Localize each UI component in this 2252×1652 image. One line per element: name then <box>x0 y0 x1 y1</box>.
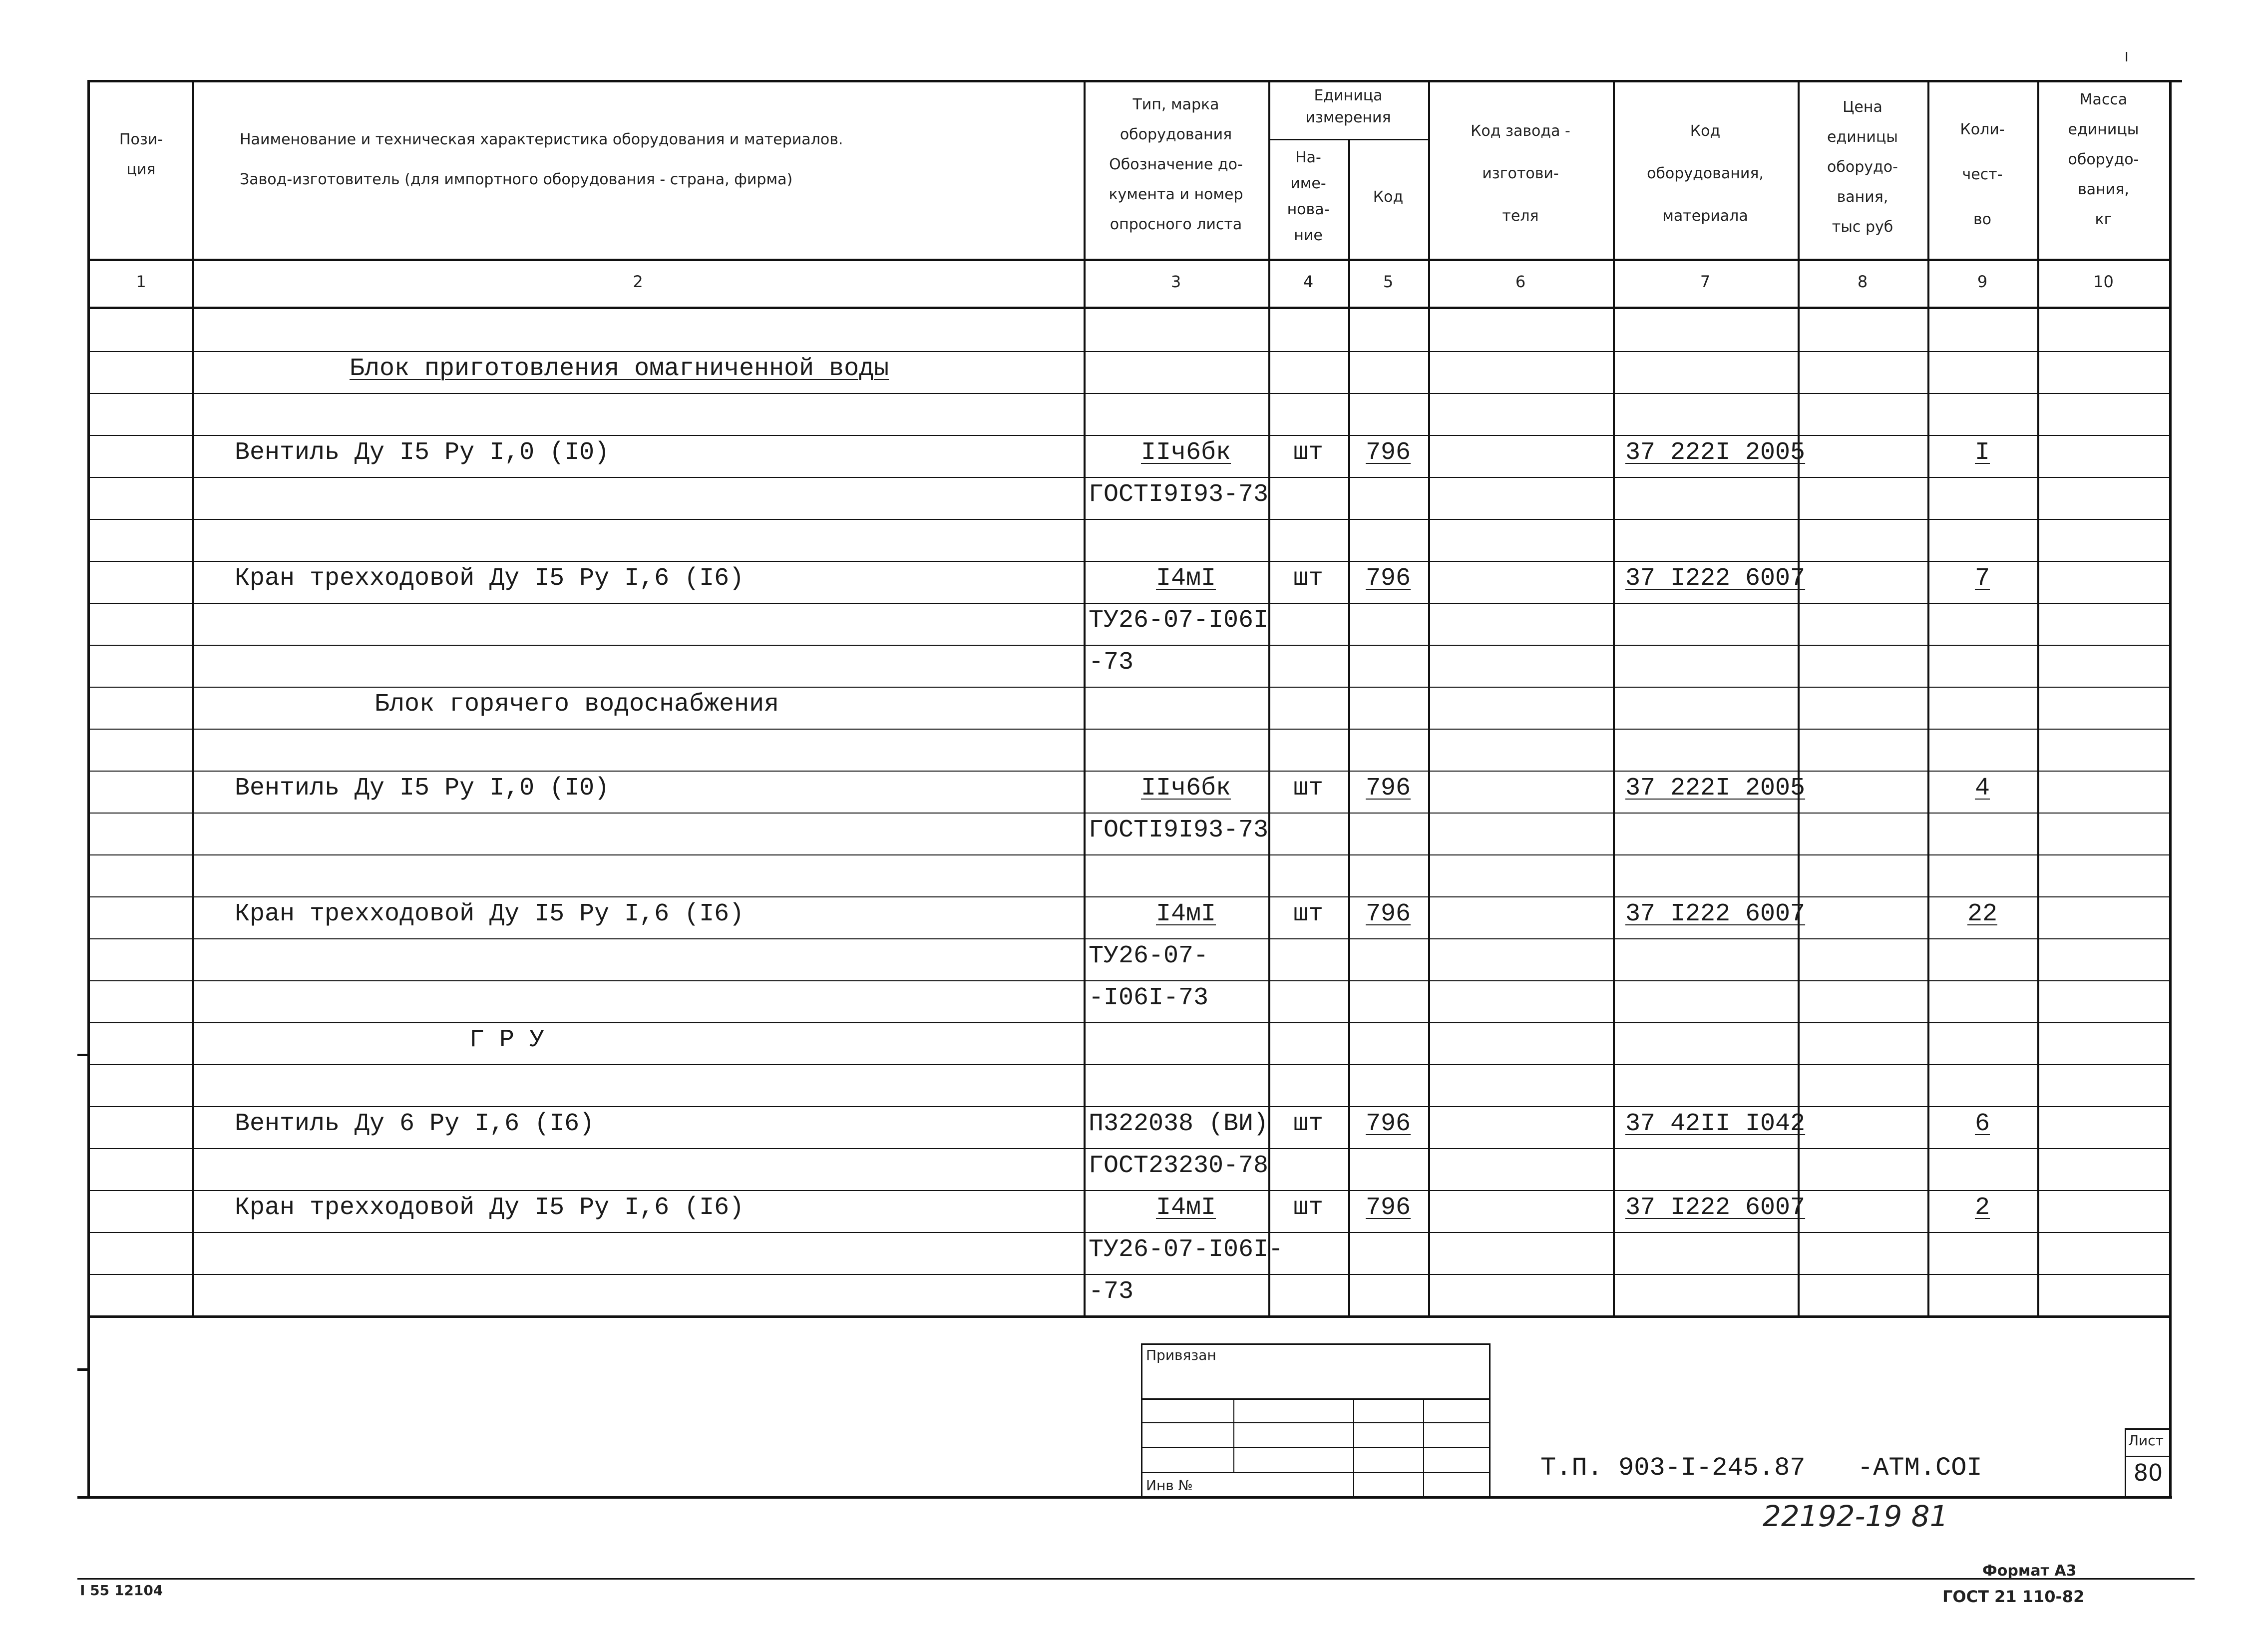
header-unit-code: Код <box>1373 188 1404 206</box>
row-divider <box>87 813 2172 814</box>
footer-left-code: I 55 12104 <box>80 1582 163 1599</box>
item-type: -73 <box>1089 1277 1134 1306</box>
unit-name: шт <box>1293 438 1323 467</box>
row-divider <box>87 1064 2172 1065</box>
header-bottom-line <box>87 259 2172 261</box>
row-divider <box>87 938 2172 939</box>
column-divider <box>1348 139 1350 1316</box>
row-divider <box>87 1232 2172 1233</box>
header-manufacturer-code: Код завода - изготови- теля <box>1471 122 1570 225</box>
section-heading: Блок приготовления омагниченной воды <box>350 355 889 383</box>
section-heading: Г Р У <box>469 1026 545 1054</box>
equipment-code: 37 I222 6007 <box>1625 564 1806 593</box>
quantity: 4 <box>1974 774 1990 803</box>
item-name: Кран трехходовой Ду I5 Ру I,6 (I6) <box>235 1194 745 1222</box>
item-type: I4мI <box>1155 900 1216 928</box>
document-code: Т.П. 903-I-245.87 <box>1540 1453 1806 1483</box>
header-position: Пози- ция <box>119 131 163 178</box>
column-divider <box>1613 80 1615 1316</box>
equipment-code: 37 222I 2005 <box>1625 774 1806 803</box>
row-divider <box>87 603 2172 604</box>
column-number: 2 <box>633 272 643 291</box>
column-number: 10 <box>2093 272 2114 291</box>
left-edge-tick <box>77 1368 88 1371</box>
header-quantity: Коли- чест- во <box>1960 121 2005 228</box>
item-type: ТУ26-07-I06I <box>1089 606 1269 635</box>
frame-bottom-line <box>77 1496 2172 1499</box>
equipment-code: 37 42II I042 <box>1625 1110 1806 1138</box>
item-type: I4мI <box>1155 564 1216 593</box>
header-unit-price: Цена единицы оборудо- вания, тыс руб <box>1827 98 1898 236</box>
row-divider <box>87 854 2172 855</box>
unit-name: шт <box>1293 774 1323 803</box>
row-divider <box>87 980 2172 981</box>
item-name: Вентиль Ду I5 Ру I,0 (I0) <box>235 438 610 467</box>
section-heading: Блок горячего водоснабжения <box>375 690 779 719</box>
quantity: 2 <box>1974 1194 1990 1222</box>
unit-name: шт <box>1293 900 1323 928</box>
header-name-description: Наименование и техническая характеристика оборудования и материалов. Завод-изготовитель (для импортного оборудования - страна, фирма) <box>240 131 843 188</box>
quantity: 22 <box>1967 900 1997 928</box>
header-unit-name: На- име- нова- ние <box>1287 149 1330 244</box>
column-number: 6 <box>1515 272 1526 291</box>
item-type: -73 <box>1089 648 1134 677</box>
footer-format: Формат А3 <box>1982 1562 2077 1580</box>
frame-left-line <box>87 80 90 1498</box>
header-unit-mass: Масса единицы оборудо- вания, кг <box>2068 91 2139 228</box>
row-divider <box>87 477 2172 478</box>
column-divider <box>1084 80 1086 1316</box>
row-divider <box>87 729 2172 730</box>
column-divider <box>192 80 194 1316</box>
row-divider <box>87 393 2172 394</box>
unit-code: 796 <box>1365 900 1411 928</box>
row-divider <box>87 351 2172 352</box>
item-type: IIч6бк <box>1140 438 1231 467</box>
item-type: IIч6бк <box>1140 774 1231 803</box>
column-number: 9 <box>1977 272 1988 291</box>
unit-code: 796 <box>1365 438 1411 467</box>
frame-top-line <box>87 80 2182 82</box>
item-name: Кран трехходовой Ду I5 Ру I,6 (I6) <box>235 564 745 593</box>
column-divider <box>2037 80 2039 1316</box>
unit-name: шт <box>1293 1194 1323 1222</box>
stamp-inventory-label: Инв № <box>1146 1477 1193 1494</box>
item-type: -I06I-73 <box>1089 984 1209 1012</box>
equipment-code: 37 222I 2005 <box>1625 438 1806 467</box>
column-number: 1 <box>136 272 146 291</box>
document-code-suffix: -АТМ.СОI <box>1858 1453 1982 1483</box>
item-type: ТУ26-07- <box>1089 942 1209 970</box>
item-name: Вентиль Ду 6 Ру I,6 (I6) <box>235 1110 595 1138</box>
sheet-label: Лист <box>2128 1432 2164 1449</box>
frame-right-line <box>2169 80 2172 1498</box>
row-divider <box>87 896 2172 897</box>
stamp-privyazan-label: Привязан <box>1146 1347 1216 1363</box>
header-equipment-code: Код оборудования, материала <box>1647 122 1764 225</box>
row-divider <box>87 1022 2172 1023</box>
colnum-bottom-line <box>87 307 2172 309</box>
item-type: ГОСТI9I93-73 <box>1089 480 1269 509</box>
header-unit-group: Единица измерения <box>1305 87 1391 126</box>
row-divider <box>87 435 2172 436</box>
row-divider <box>87 1106 2172 1107</box>
row-divider <box>87 645 2172 646</box>
header-type-mark: Тип, марка оборудования Обозначение до- кумента и номер опросного листа <box>1109 96 1243 233</box>
table-bottom-line <box>87 1315 2172 1318</box>
item-type: I4мI <box>1155 1194 1216 1222</box>
left-edge-tick <box>77 1054 88 1056</box>
quantity: 6 <box>1974 1110 1990 1138</box>
item-type: ГОСТI9I93-73 <box>1089 816 1269 844</box>
footer-gost: ГОСТ 21 110-82 <box>1942 1587 2085 1606</box>
equipment-code: 37 I222 6007 <box>1625 900 1806 928</box>
column-number: 8 <box>1857 272 1868 291</box>
column-divider <box>1428 80 1430 1316</box>
unit-code: 796 <box>1365 1194 1411 1222</box>
unit-code: 796 <box>1365 774 1411 803</box>
row-divider <box>87 561 2172 562</box>
column-number: 4 <box>1303 272 1314 291</box>
unit-code: 796 <box>1365 564 1411 593</box>
column-number: 3 <box>1170 272 1181 291</box>
column-number: 5 <box>1383 272 1394 291</box>
row-divider <box>87 1190 2172 1191</box>
item-name: Кран трехходовой Ду I5 Ру I,6 (I6) <box>235 900 745 928</box>
quantity: I <box>1974 438 1990 467</box>
handwritten-archive-number: 22192-19 81 <box>1763 1499 1948 1533</box>
equipment-code: 37 I222 6007 <box>1625 1194 1806 1222</box>
top-mark: I <box>2125 50 2129 65</box>
row-divider <box>87 771 2172 772</box>
row-divider <box>87 519 2172 520</box>
outer-bottom-line <box>77 1578 2195 1580</box>
sheet-number: 80 <box>2133 1459 2163 1486</box>
quantity: 7 <box>1974 564 1990 593</box>
row-divider <box>87 687 2172 688</box>
row-divider <box>87 1274 2172 1275</box>
item-type: ГОСТ23230-78 <box>1089 1152 1269 1180</box>
unit-name: шт <box>1293 564 1323 593</box>
unit-name: шт <box>1293 1110 1323 1138</box>
item-type: П322038 (ВИ) <box>1089 1110 1269 1138</box>
unit-code: 796 <box>1365 1110 1411 1138</box>
column-number: 7 <box>1700 272 1711 291</box>
row-divider <box>87 1148 2172 1149</box>
item-type: ТУ26-07-I06I- <box>1089 1236 1284 1264</box>
item-name: Вентиль Ду I5 Ру I,0 (I0) <box>235 774 610 803</box>
